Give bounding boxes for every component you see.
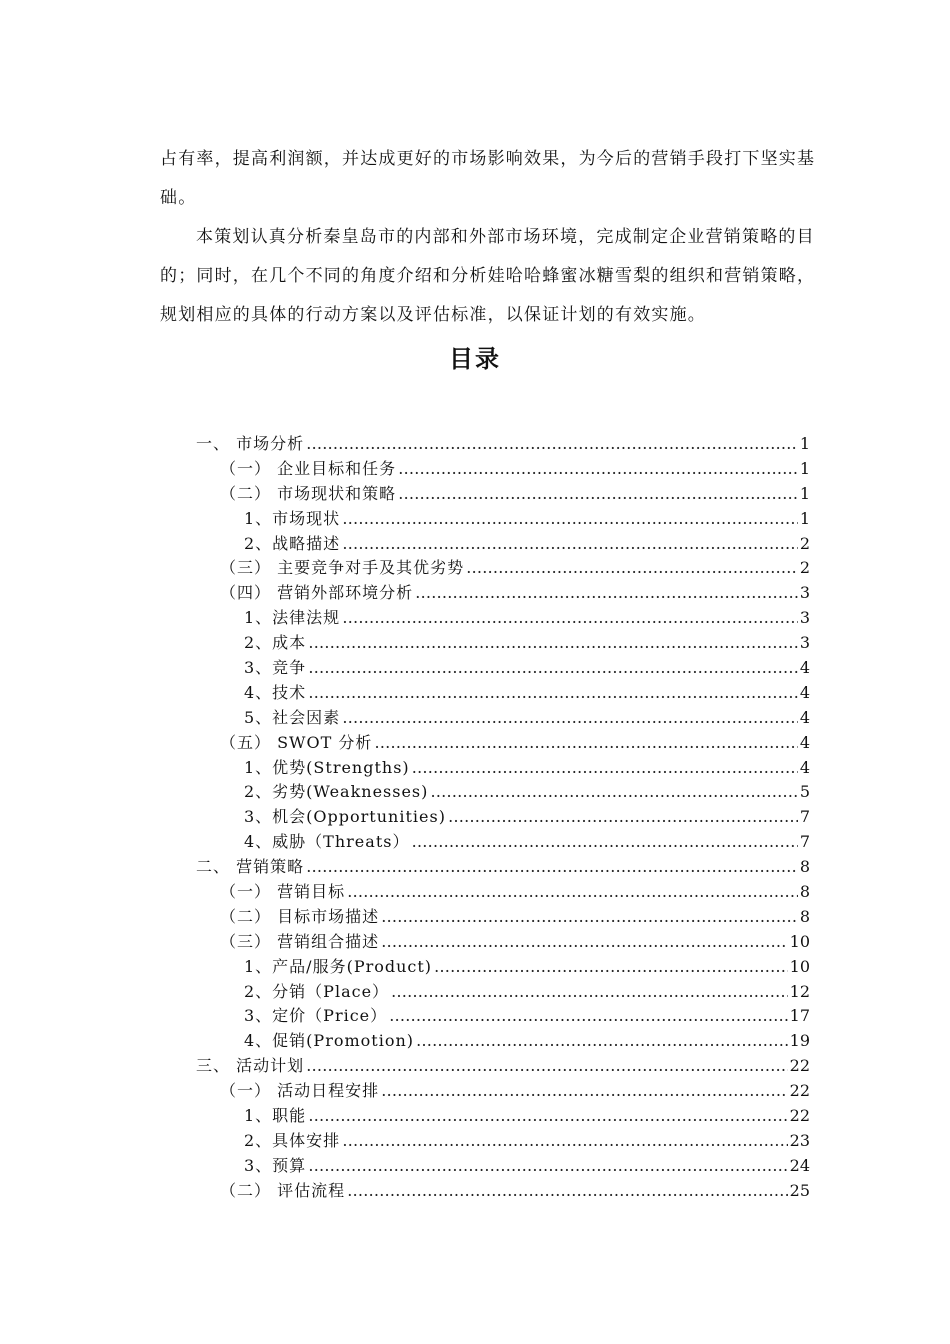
toc-dot-leader	[434, 955, 788, 980]
toc-entry-label: 2、分销（Place）	[244, 981, 390, 1001]
toc-entry-page-number: 4	[799, 682, 810, 702]
toc-entry[interactable]	[160, 681, 810, 706]
toc-entry-page-number: 4	[799, 732, 810, 752]
toc-entry-page-number: 4	[799, 658, 810, 678]
toc-entry-page-number: 12	[789, 981, 810, 1001]
toc-dot-leader	[466, 556, 798, 581]
toc-dot-leader	[416, 1029, 788, 1054]
toc-entry-label: 2、具体安排	[244, 1130, 341, 1150]
toc-entry[interactable]	[160, 507, 810, 532]
toc-entry-page-number: 22	[789, 1056, 810, 1076]
toc-entry[interactable]	[160, 532, 810, 557]
toc-dot-leader	[347, 1179, 788, 1204]
toc-entry[interactable]	[160, 830, 810, 855]
toc-entry[interactable]	[160, 1029, 810, 1054]
toc-entry-page-number: 8	[799, 882, 810, 902]
toc-dot-leader	[308, 681, 798, 706]
toc-dot-leader	[374, 731, 797, 756]
toc-entry-label: （一） 营销目标	[220, 882, 346, 902]
toc-entry[interactable]	[160, 1154, 810, 1179]
toc-entry[interactable]	[160, 880, 810, 905]
toc-entry[interactable]	[160, 855, 810, 880]
toc-dot-leader	[342, 706, 798, 731]
toc-entry[interactable]	[160, 1054, 810, 1079]
toc-entry-label: 2、成本	[244, 633, 307, 653]
toc-entry-page-number: 22	[789, 1106, 810, 1126]
toc-entry[interactable]	[160, 1129, 810, 1154]
toc-entry-label: （三） 主要竞争对手及其优劣势	[220, 558, 465, 578]
toc-entry-label: 三、 活动计划	[196, 1056, 305, 1076]
toc-entry-label: 4、促销(Promotion)	[244, 1031, 415, 1051]
toc-entry[interactable]	[160, 457, 810, 482]
intro-paragraph-1: 占有率，提高利润额，并达成更好的市场影响效果，为今后的营销手段打下坚实基础。	[160, 149, 816, 208]
toc-dot-leader	[342, 507, 798, 532]
toc-dot-leader	[389, 1004, 787, 1029]
toc-entry-label: 4、技术	[244, 682, 307, 702]
toc-entry[interactable]	[160, 756, 810, 781]
toc-dot-leader	[347, 880, 798, 905]
toc-entry-page-number: 1	[799, 483, 810, 503]
toc-entry-label: 3、竞争	[244, 658, 307, 678]
toc-entry-page-number: 7	[799, 807, 810, 827]
toc-dot-leader	[308, 631, 798, 656]
toc-entry-page-number: 4	[799, 757, 810, 777]
toc-dot-leader	[381, 1079, 788, 1104]
toc-entry-page-number: 4	[799, 707, 810, 727]
toc-entry-label: 3、机会(Opportunities)	[244, 807, 446, 827]
toc-dot-leader	[391, 980, 788, 1005]
toc-entry[interactable]	[160, 581, 810, 606]
toc-entry-label: 3、定价（Price）	[244, 1006, 388, 1026]
toc-dot-leader	[415, 581, 798, 606]
toc-entry-page-number: 8	[799, 906, 810, 926]
toc-entry-label: 3、预算	[244, 1155, 307, 1175]
toc-entry-page-number: 8	[799, 857, 810, 877]
toc-entry-label: 二、 营销策略	[196, 857, 305, 877]
toc-entry-label: 1、市场现状	[244, 508, 341, 528]
toc-dot-leader	[398, 457, 798, 482]
toc-entry[interactable]	[160, 955, 810, 980]
toc-entry[interactable]	[160, 1104, 810, 1129]
toc-dot-leader	[412, 756, 798, 781]
toc-dot-leader	[430, 780, 797, 805]
toc-entry-page-number: 25	[789, 1180, 810, 1200]
toc-dot-leader	[381, 930, 788, 955]
toc-entry[interactable]	[160, 1079, 810, 1104]
toc-entry-page-number: 10	[789, 931, 810, 951]
toc-entry-label: 5、社会因素	[244, 707, 341, 727]
toc-dot-leader	[342, 606, 798, 631]
toc-entry-label: 1、优势(Strengths)	[244, 757, 410, 777]
toc-dot-leader	[448, 805, 798, 830]
toc-entry-page-number: 17	[789, 1006, 810, 1026]
toc-entry-page-number: 5	[799, 782, 810, 802]
toc-dot-leader	[398, 482, 798, 507]
intro-text	[160, 140, 830, 335]
toc-dot-leader	[306, 432, 798, 457]
toc-entry-page-number: 10	[789, 956, 810, 976]
table-of-contents	[160, 432, 810, 1204]
toc-entry-label: 1、法律法规	[244, 608, 341, 628]
toc-entry[interactable]	[160, 930, 810, 955]
toc-entry[interactable]	[160, 606, 810, 631]
toc-entry-page-number: 1	[799, 508, 810, 528]
toc-entry-label: 1、职能	[244, 1106, 307, 1126]
toc-entry-label: （一） 企业目标和任务	[220, 458, 397, 478]
toc-entry[interactable]	[160, 706, 810, 731]
toc-dot-leader	[308, 656, 798, 681]
toc-entry-label: 1、产品/服务(Product)	[244, 956, 433, 976]
toc-dot-leader	[342, 1129, 787, 1154]
toc-entry-label: 2、劣势(Weaknesses)	[244, 782, 429, 802]
toc-entry-label: （一） 活动日程安排	[220, 1081, 380, 1101]
toc-entry-page-number: 2	[799, 533, 810, 553]
toc-entry-page-number: 7	[799, 832, 810, 852]
toc-entry-label: 4、威胁（Threats）	[244, 832, 410, 852]
toc-entry-page-number: 1	[799, 458, 810, 478]
toc-entry-page-number: 3	[799, 583, 810, 603]
toc-entry[interactable]	[160, 780, 810, 805]
toc-title: 目录	[449, 345, 501, 373]
toc-entry-page-number: 24	[789, 1155, 810, 1175]
toc-entry-page-number: 1	[799, 434, 810, 453]
toc-entry[interactable]	[160, 731, 810, 756]
toc-dot-leader	[306, 1054, 788, 1079]
toc-entry[interactable]	[160, 805, 810, 830]
toc-entry-page-number: 3	[799, 633, 810, 653]
toc-dot-leader	[342, 532, 798, 557]
toc-entry-label: （二） 市场现状和策略	[220, 483, 397, 503]
toc-entry-label: （二） 目标市场描述	[220, 906, 380, 926]
intro-paragraph-2: 本策划认真分析秦皇岛市的内部和外部市场环境，完成制定企业营销策略的目的；同时，在几个不同的角度介绍和分析娃哈哈蜂蜜冰糖雪梨的组织和营销策略，规划相应的具体的行动方案以及评估标准，以保证计划的有效实施。	[160, 227, 816, 325]
toc-entry[interactable]	[160, 631, 810, 656]
toc-dot-leader	[308, 1104, 787, 1129]
toc-entry-page-number: 3	[799, 608, 810, 628]
toc-entry-label: （四） 营销外部环境分析	[220, 583, 414, 603]
toc-entry-page-number: 19	[789, 1031, 810, 1051]
toc-entry-label: 2、战略描述	[244, 533, 341, 553]
toc-entry-page-number: 2	[799, 558, 810, 578]
toc-dot-leader	[308, 1154, 787, 1179]
toc-entry[interactable]	[160, 1004, 810, 1029]
toc-entry[interactable]	[160, 980, 810, 1005]
toc-entry-label: （三） 营销组合描述	[220, 931, 380, 951]
toc-entry-label: 一、 市场分析	[196, 434, 305, 453]
toc-dot-leader	[381, 905, 798, 930]
toc-entry[interactable]	[160, 905, 810, 930]
toc-entry-page-number: 23	[789, 1130, 810, 1150]
toc-entry[interactable]	[160, 556, 810, 581]
toc-entry[interactable]	[160, 1179, 810, 1204]
toc-entry[interactable]	[160, 656, 810, 681]
toc-dot-leader	[306, 855, 798, 880]
toc-entry-page-number: 22	[789, 1081, 810, 1101]
toc-entry-label: （二） 评估流程	[220, 1180, 346, 1200]
toc-entry[interactable]	[160, 482, 810, 507]
toc-entry-label: （五） SWOT 分析	[220, 732, 373, 752]
toc-entry[interactable]	[160, 432, 810, 457]
toc-dot-leader	[411, 830, 797, 855]
